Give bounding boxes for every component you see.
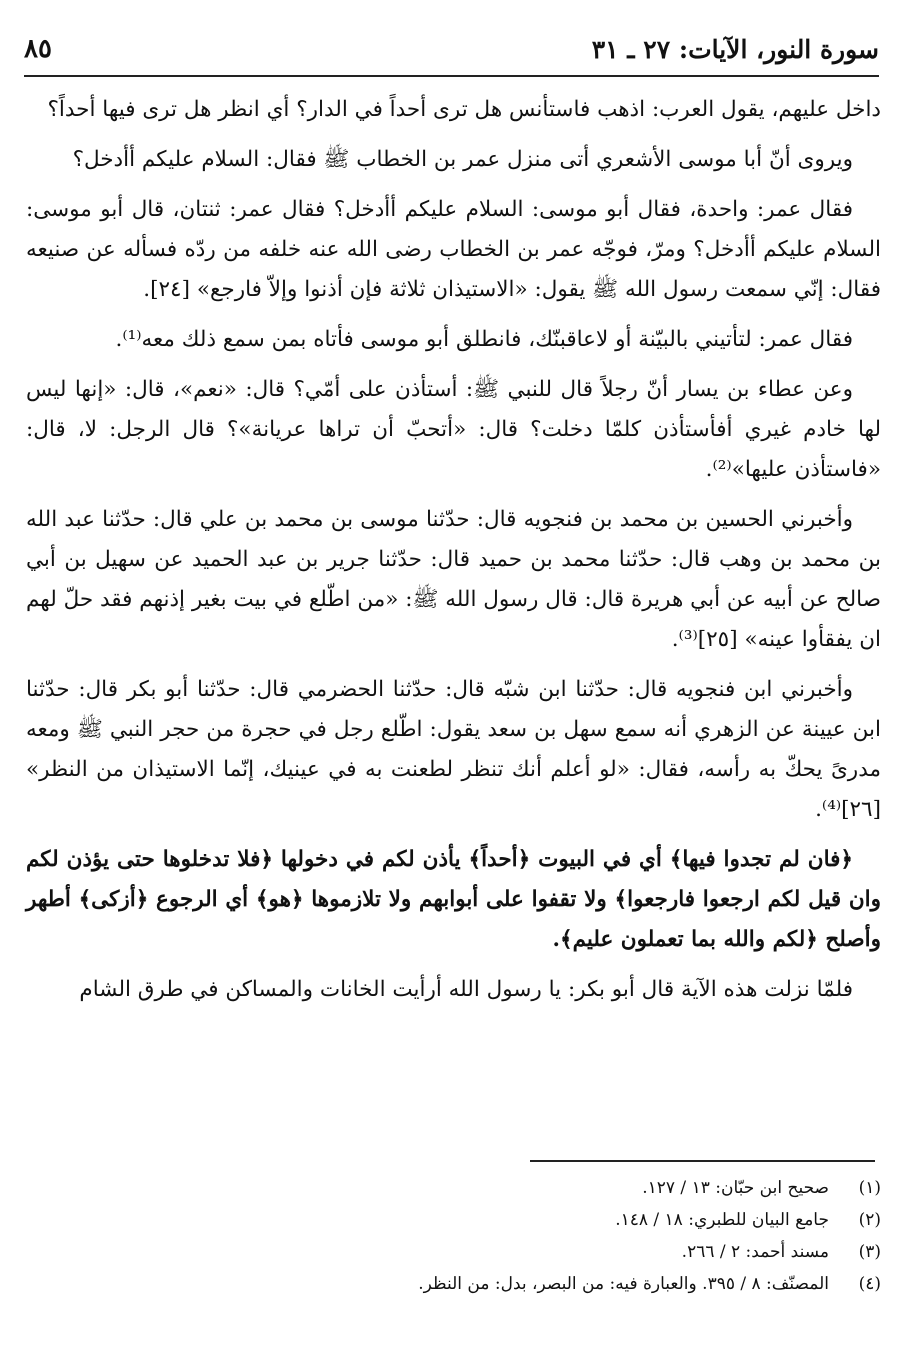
header-divider	[24, 75, 879, 77]
footnote-number: (٣)	[858, 1242, 881, 1262]
paragraph: فقال عمر: واحدة، فقال أبو موسى: السلام عليكم أأدخل؟ فقال عمر: ثنتان، قال أبو موسى: السلام عليكم أأدخل؟ ومرّ، فوجّه عمر بن الخطاب رضى الله عنه خلفه من ردّه فسأله عن صنيعه فقال: إنّي سمعت رسول الله ﷺ يقول: «الاستيذان ثلاثة فإن أذنوا وإلاّ فارجع» [٢٤].	[26, 197, 881, 302]
paragraph: وعن عطاء بن يسار أنّ رجلاً قال للنبي ﷺ: أستأذن على أمّي؟ قال: «نعم»، قال: «إنها ليس لها خادم غيري أفأستأذن كلمّا دخلت؟ قال: «أتحبّ أن تراها عريانة»؟ قال الرجل: لا، قال: «فاستأذن عليها»⁽²⁾.	[26, 377, 881, 482]
body-text	[26, 90, 881, 1020]
paragraph: داخل عليهم، يقول العرب: اذهب فاستأنس هل ترى أحداً في الدار؟ أي انظر هل ترى فيها أحداً؟	[47, 97, 881, 122]
running-title: سورة النور، الآيات: ٢٧ ـ ٣١	[591, 34, 879, 64]
paragraph: فلمّا نزلت هذه الآية قال أبو بكر: يا رسول الله أرأيت الخانات والمساكن في طرق الشام	[79, 977, 853, 1002]
footnote-text: المصنّف: ٨ / ٣٩٥. والعبارة فيه: من البصر، بدل: من النظر.	[418, 1274, 829, 1294]
footnote	[26, 1268, 881, 1300]
footnote-text: جامع البيان للطبري: ١٨ / ١٤٨.	[615, 1210, 829, 1230]
footnotes	[26, 1172, 881, 1300]
footnote-number: (٢)	[858, 1210, 881, 1230]
footnote-number: (٤)	[858, 1274, 881, 1294]
footnote-text: مسند أحمد: ٢ / ٢٦٦.	[681, 1242, 829, 1262]
footnote-divider	[530, 1160, 875, 1162]
paragraph: فقال عمر: لتأتيني بالبيّنة أو لاعاقبنّك، فانطلق أبو موسى فأتاه بمن سمع ذلك معه⁽¹⁾.	[115, 327, 853, 352]
quran-commentary-paragraph: ﴿فان لم تجدوا فيها﴾ أي في البيوت ﴿أحداً﴾ يأذن لكم في دخولها ﴿فلا تدخلوها حتى يؤذن لكم وان قيل لكم ارجعوا فارجعوا﴾ ولا تقفوا على أبوابهم ولا تلازموها ﴿هو﴾ أي الرجوع ﴿أزكى﴾ أطهر وأصلح ﴿لكم والله بما تعملون عليم﴾.	[26, 847, 881, 952]
page-header	[24, 28, 879, 70]
paragraph: وأخبرني ابن فنجويه قال: حدّثنا ابن شبّه قال: حدّثنا الحضرمي قال: حدّثنا أبو بكر قال: حدّثنا ابن عيينة عن الزهري أنه سمع سهل بن سعد يقول: اطّلع رجل في حجرة من حجر النبي ﷺ ومعه مدرىً يحكّ به رأسه، فقال: «لو أعلم أنك تنظر لطعنت به في عينيك، إنّما الاستيذان من النظر» [٢٦]⁽⁴⁾.	[26, 677, 881, 822]
footnote	[26, 1204, 881, 1236]
footnote	[26, 1236, 881, 1268]
footnote	[26, 1172, 881, 1204]
page-number: ٨٥	[24, 34, 52, 64]
paragraph: وأخبرني الحسين بن محمد بن فنجويه قال: حدّثنا موسى بن محمد بن علي قال: حدّثنا عبد الله بن محمد بن وهب قال: حدّثنا محمد بن حميد قال: حدّثنا جرير بن عبد الحميد عن سهيل بن أبي صالح عن أبيه عن أبي هريرة قال: قال رسول الله ﷺ: «من اطّلع في بيت بغير إذنهم فقد حلّ لهم ان يفقأوا عينه» [٢٥]⁽³⁾.	[26, 507, 881, 652]
footnote-text: صحيح ابن حبّان: ١٣ / ١٢٧.	[642, 1178, 829, 1198]
footnote-number: (١)	[858, 1178, 881, 1198]
paragraph: ويروى أنّ أبا موسى الأشعري أتى منزل عمر بن الخطاب ﷺ فقال: السلام عليكم أأدخل؟	[72, 147, 853, 172]
